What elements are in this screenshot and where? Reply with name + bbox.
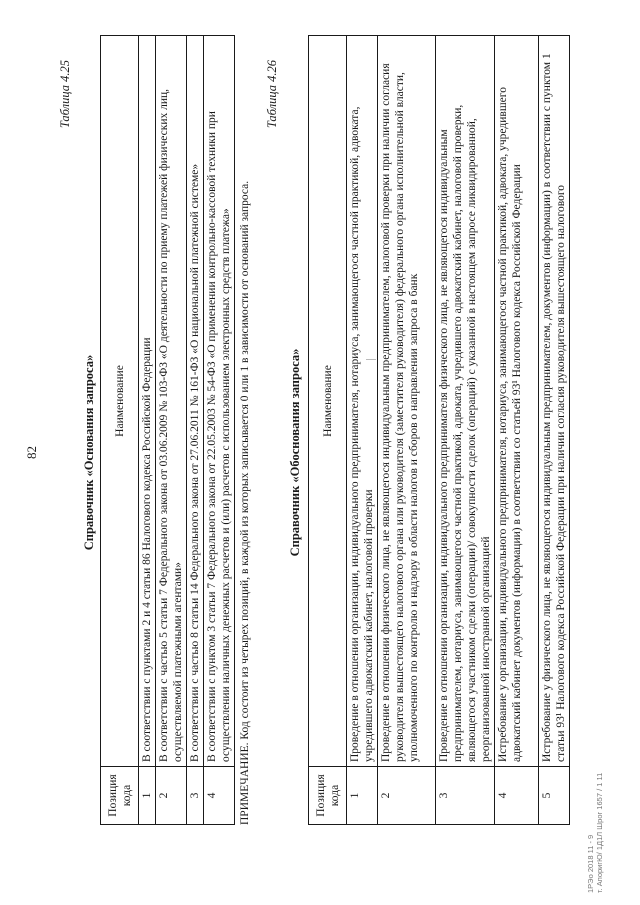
row-name: Истребование у организации, индивидуального предпринимателя, нотариуса, занимающегося частной практикой, адвоката, учредившего адвокатский кабинет документов (информации) в соответствии со статьей 93¹ Налогового кодекса Российской Федерации xyxy=(495,36,539,767)
row-code: 3 xyxy=(187,767,204,825)
table-number: Таблица 4.25 xyxy=(58,60,72,129)
row-name: Истребование у физического лица, не являющегося индивидуальным предпринимателем, документов (информации) в соответствии с пунктом 1 статьи 93¹ Налогового кодекса Российской Федерации при наличии согласия руководителя вышестоящего налогового xyxy=(539,36,570,767)
table-note: ПРИМЕЧАНИЕ. Код состоит из четырех позиций, в каждой из которых записывается 0 или 1 в зависимости от оснований запроса. xyxy=(239,180,251,825)
table-row xyxy=(436,36,495,825)
row-code: 1 xyxy=(347,767,378,825)
table-header-row xyxy=(309,36,347,825)
row-name: Проведение в отношении физического лица, не являющегося индивидуальным предпринимателем, налоговой проверки при наличии согласия руководителя вышестоящего налогового органа или руководителя (заместителя руководителя) федерального органа исполнительной власти, уполномоченного по контролю и надзору в области налогов и сборов о направлении запроса в банк xyxy=(378,36,436,767)
row-code: 1 xyxy=(139,767,156,825)
table-row xyxy=(139,36,156,825)
column-header-code: Позиция кода xyxy=(309,767,347,825)
table-request-justifications xyxy=(308,35,570,825)
table-row xyxy=(495,36,539,825)
table-row xyxy=(204,36,235,825)
table-row xyxy=(347,36,378,825)
column-header-code: Позиция кода xyxy=(101,767,139,825)
row-code: 4 xyxy=(495,767,539,825)
stamp-line: т. АпоригЮ/ 1Д1Л Шрог 1657 / 1 11 xyxy=(595,772,604,893)
table-title: Справочник «Основания запроса» xyxy=(82,354,96,551)
column-header-name: Наименование xyxy=(101,36,139,767)
row-name: В соответствии с частью 5 статьи 7 Федерального закона от 03.06.2009 № 103-ФЗ «О деятельности по приему платежей физических лиц, осуществляемой платежными агентами» xyxy=(156,36,187,767)
table-row xyxy=(539,36,570,825)
row-code: 2 xyxy=(156,767,187,825)
table-row xyxy=(187,36,204,825)
column-header-name: Наименование xyxy=(309,36,347,767)
table-number: Таблица 4.26 xyxy=(265,60,279,129)
scan-mark xyxy=(366,359,376,360)
stamp-line: 1РЭо 2018 11 - 9 xyxy=(586,834,595,893)
row-name: В соответствии с частью 8 статьи 14 Федерального закона от 27.06.2011 № 161-ФЗ «О национальной платежной системе» xyxy=(187,36,204,767)
row-code: 2 xyxy=(378,767,436,825)
row-name: Проведение в отношении организации, индивидуального предпринимателя физического лица, не являющегося индивидуальным предпринимателем, нотариуса, занимающегося частной практикой, адвоката, учредившего адвокатский кабинет, налоговой проверки, являющегося участником сделки (операции)/ совокупности сделок (операций) с указанной в настоящем запросе ликвидированной, реорганизованной иностранной организацией xyxy=(436,36,495,767)
row-name: Проведение в отношении организации, индивидуального предпринимателя, нотариуса, занимающегося частной практикой, адвоката, учредившего адвокатский кабинет, налоговой проверки xyxy=(347,36,378,767)
table-row xyxy=(378,36,436,825)
row-code: 3 xyxy=(436,767,495,825)
row-name: В соответствии с пунктами 2 и 4 статьи 86 Налогового кодекса Российской Федерации xyxy=(139,36,156,767)
table-title: Справочник «Обоснования запроса» xyxy=(288,348,302,557)
registration-stamp xyxy=(586,773,604,893)
row-name: В соответствии с пунктом 3 статьи 7 Федерального закона от 22.05.2003 № 54-ФЗ «О применении контрольно-кассовой техники при осуществлении наличных денежных расчетов и (или) расчетов с использованием электронных средств платежа» xyxy=(204,36,235,767)
table-request-grounds xyxy=(100,35,235,825)
row-code: 5 xyxy=(539,767,570,825)
table-row xyxy=(156,36,187,825)
page-number: 82 xyxy=(24,446,39,459)
table-header-row xyxy=(101,36,139,825)
row-code: 4 xyxy=(204,767,235,825)
